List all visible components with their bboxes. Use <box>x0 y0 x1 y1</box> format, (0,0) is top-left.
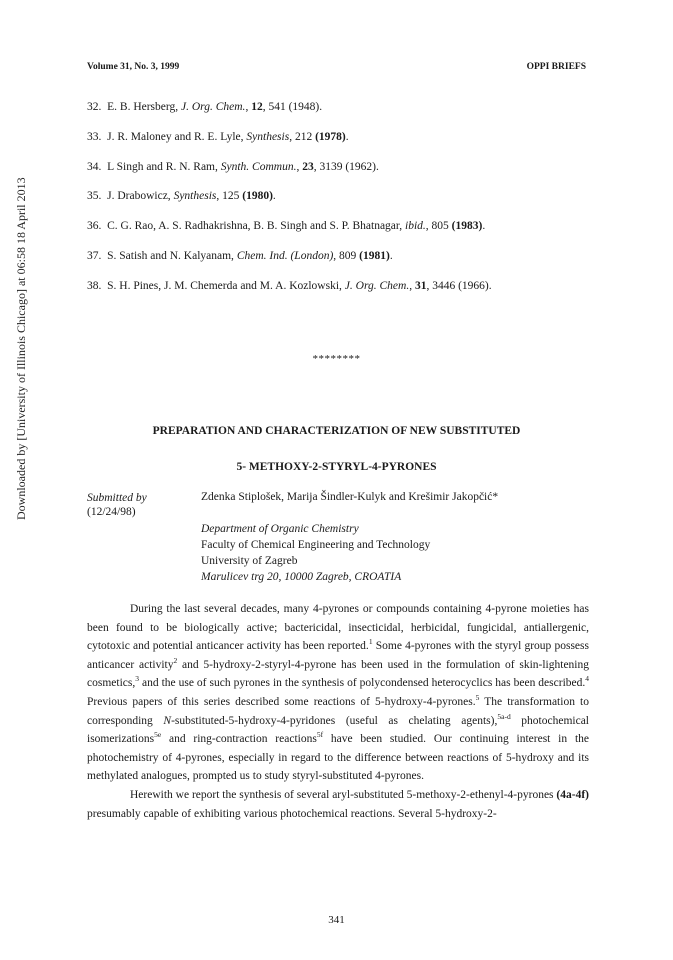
affiliation-address: Marulicev trg 20, 10000 Zagreb, CROATIA <box>201 571 402 583</box>
citation: 1 <box>368 637 373 647</box>
paragraph: Herewith we report the synthesis of several aryl-substituted 5-methoxy-2-ethenyl-4-pyrones (4a-4f) presumably capable of exhibiting various photochemical reactions. Several 5-hydroxy-2- <box>87 788 589 820</box>
reference-item: 38. S. H. Pines, J. M. Chemerda and M. A. Kozlowski, J. Org. Chem., 31, 3446 (1966). <box>87 279 492 292</box>
affiliation-faculty: Faculty of Chemical Engineering and Technology <box>201 539 431 551</box>
submission-info <box>87 491 147 519</box>
submitted-label: Submitted by <box>87 492 147 504</box>
paragraph: During the last several decades, many 4-pyrones or compounds containing 4-pyrone moieties has been found to be biologically active; bactericidal, insecticidal, herbicidal, fungicidal, antiallergenic, cytotoxic and potential anticancer activity has been reported.$^1$ Some 4-pyrones with the styryl group possess anticancer activity$^2$ and 5-hydroxy-2-styryl-4-pyrone has been used in the formulation of skin-lightening cosmetics,$^3$ and the use of such pyrones in the synthesis of polycondensed heterocyclics has been described.$^4$ Previous papers of this series described some reactions of 5-hydroxy-4-pyrones.$^5$ The transformation to corresponding N-substituted-5-hydroxy-4-pyridones (useful as chelating agents),$^{5a-d}$ photochemical isomerizations$^{5e}$ and ring-contraction reactions$^{5f}$ have been studied. Our continuing interest in the photochemistry of 4-pyrones, especially in regard to the difference between reactions of 5-hydroxy and its methylated analogues, prompted us to study styryl-substituted 4-pyrones. <box>87 603 589 783</box>
affiliation-department: Department of Organic Chemistry <box>201 523 359 535</box>
author-list: Zdenka Stiplošek, Marija Šindler-Kulyk and Krešimir Jakopčić* <box>201 491 499 503</box>
reference-item: 37. S. Satish and N. Kalyanam, Chem. Ind. (London), 809 (1981). <box>87 249 393 262</box>
running-header-volume: Volume 31, No. 3, 1999 <box>87 62 180 72</box>
article-title-line-1: PREPARATION AND CHARACTERIZATION OF NEW SUBSTITUTED <box>152 425 521 437</box>
citation: 5 <box>475 693 480 703</box>
section-separator: ******** <box>312 353 361 365</box>
citation: 4 <box>585 674 589 684</box>
reference-item: 35. J. Drabowicz, Synthesis, 125 (1980). <box>87 190 276 203</box>
affiliation <box>201 521 430 585</box>
reference-item: 33. J. R. Maloney and R. E. Lyle, Synthesis, 212 (1978). <box>87 130 349 143</box>
citation: 5a-d <box>497 711 511 721</box>
reference-item: 36. C. G. Rao, A. S. Radhakrishna, B. B. Singh and S. P. Bhatnagar, ibid., 805 (1983). <box>87 220 486 233</box>
compound-label: (4a-4f) <box>556 788 589 801</box>
reference-item: 34. L Singh and R. N. Ram, Synth. Commun., 23, 3139 (1962). <box>87 160 379 173</box>
reference-list <box>87 100 607 309</box>
citation: 3 <box>135 674 139 684</box>
page-number: 341 <box>328 914 345 926</box>
affiliation-university: University of Zagreb <box>201 555 298 567</box>
download-watermark: Downloaded by [University of Illinois Chicago] at 06:58 18 April 2013 <box>14 177 28 520</box>
article-body <box>87 600 589 823</box>
citation: 5e <box>154 730 162 740</box>
citation: 5f <box>316 730 324 740</box>
submitted-date: (12/24/98) <box>87 506 136 518</box>
reference-item: 32. E. B. Hersberg, J. Org. Chem., 12, 541 (1948). <box>87 101 323 113</box>
article-title-line-2: 5- METHOXY-2-STYRYL-4-PYRONES <box>236 461 437 473</box>
citation: 2 <box>173 655 178 665</box>
running-header-section: OPPI BRIEFS <box>526 62 586 72</box>
